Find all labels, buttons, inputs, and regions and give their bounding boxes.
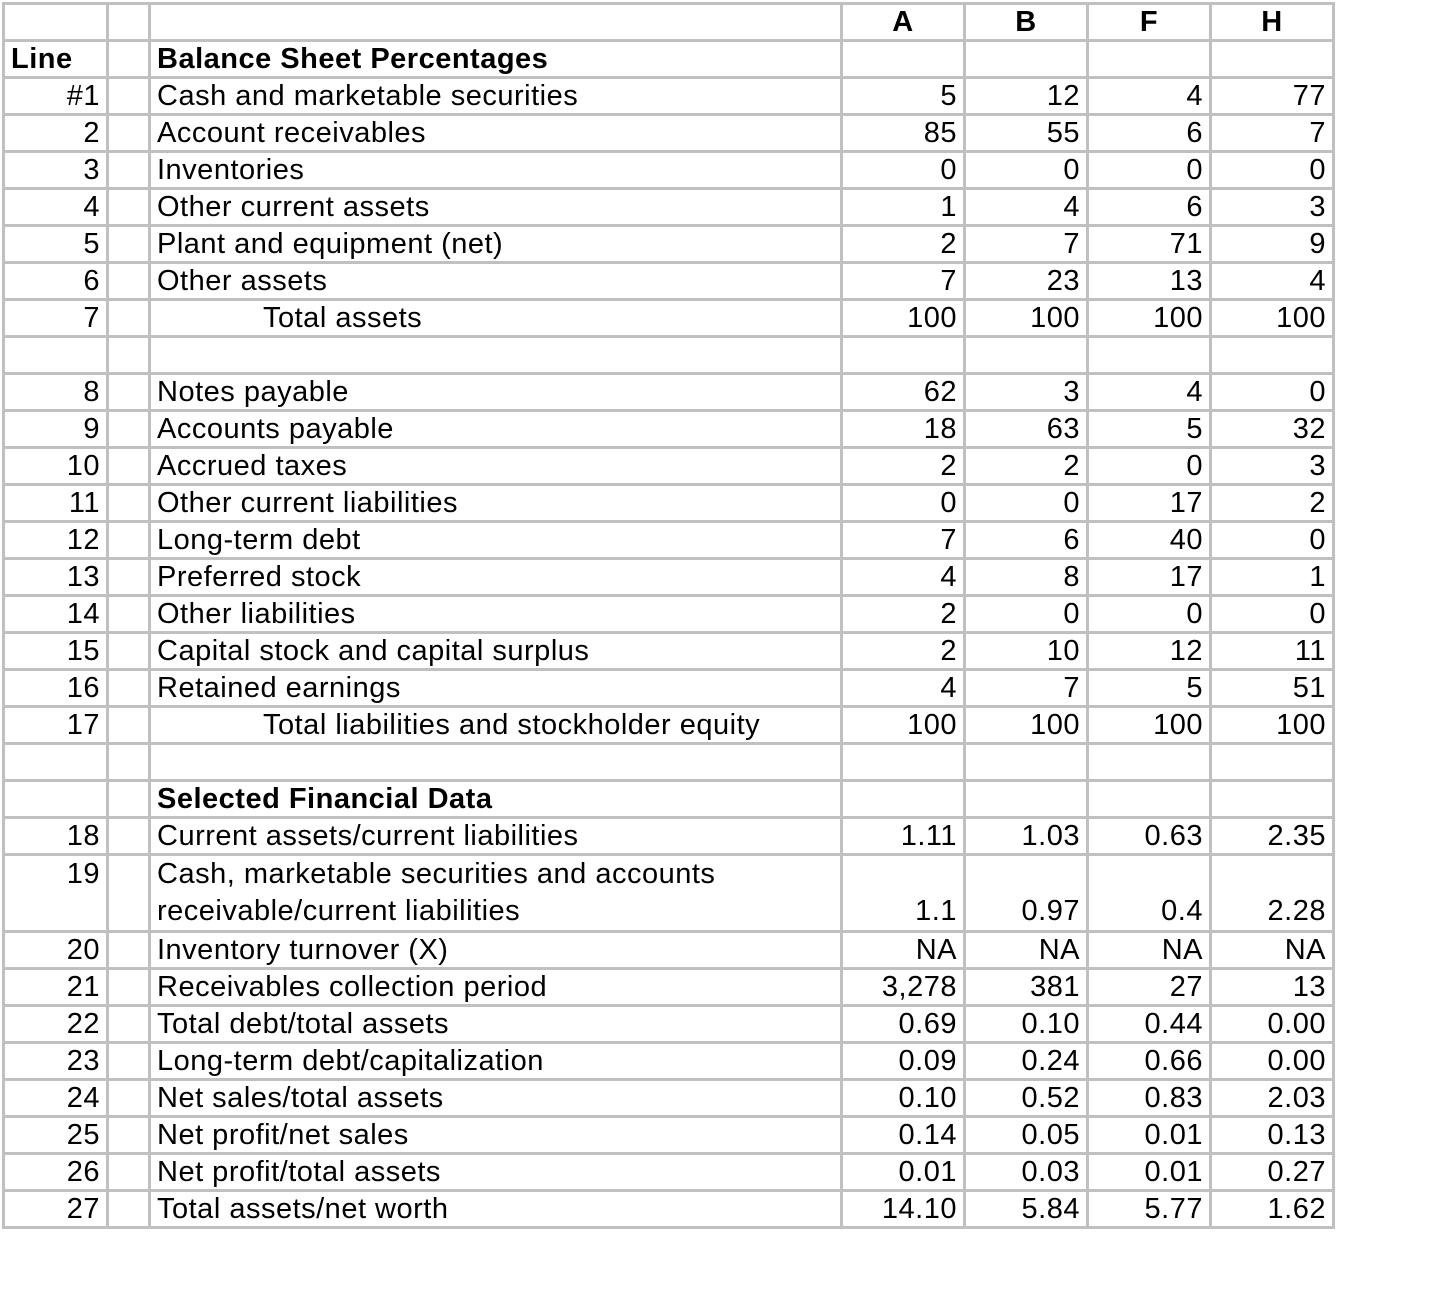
row-label-cell[interactable]: Total debt/total assets <box>150 1006 842 1043</box>
value-cell-b[interactable]: 7 <box>965 226 1088 263</box>
value-cell-b[interactable]: 5.84 <box>965 1191 1088 1228</box>
value-cell-a[interactable]: 2 <box>842 633 965 670</box>
value-cell-h[interactable]: 32 <box>1211 411 1334 448</box>
empty-cell[interactable] <box>108 485 150 522</box>
value-cell-h[interactable]: 2.28 <box>1211 855 1334 932</box>
value-cell-f[interactable]: 0.01 <box>1088 1117 1211 1154</box>
table-row <box>4 448 1334 485</box>
table-row <box>4 969 1334 1006</box>
row-label-cell[interactable]: Total assets/net worth <box>150 1191 842 1228</box>
value-cell-b[interactable]: 7 <box>965 670 1088 707</box>
empty-cell[interactable] <box>1088 337 1211 374</box>
value-cell-b[interactable]: 0 <box>965 485 1088 522</box>
value-cell-a[interactable]: 100 <box>842 707 965 744</box>
section-title-row <box>4 41 1334 78</box>
empty-cell[interactable] <box>1088 744 1211 781</box>
value-cell-b[interactable]: 100 <box>965 300 1088 337</box>
value-cell-f[interactable]: 17 <box>1088 559 1211 596</box>
value-cell-a[interactable]: 0.09 <box>842 1043 965 1080</box>
table-row <box>4 115 1334 152</box>
value-cell-a[interactable]: 7 <box>842 263 965 300</box>
value-cell-h[interactable]: 0 <box>1211 374 1334 411</box>
row-label-cell[interactable]: Net profit/total assets <box>150 1154 842 1191</box>
empty-cell[interactable] <box>108 337 150 374</box>
value-cell-f[interactable]: 6 <box>1088 115 1211 152</box>
value-cell-a[interactable]: 3,278 <box>842 969 965 1006</box>
value-cell-a[interactable]: 85 <box>842 115 965 152</box>
empty-cell[interactable] <box>108 932 150 969</box>
empty-cell[interactable] <box>108 670 150 707</box>
line-number-cell[interactable]: 11 <box>4 485 108 522</box>
row-label-cell[interactable]: Inventory turnover (X) <box>150 932 842 969</box>
value-cell-b[interactable]: 0.52 <box>965 1080 1088 1117</box>
line-number-cell[interactable]: 18 <box>4 818 108 855</box>
row-label-cell[interactable]: Net sales/total assets <box>150 1080 842 1117</box>
row-label-cell[interactable]: Preferred stock <box>150 559 842 596</box>
value-cell-a[interactable]: 0.14 <box>842 1117 965 1154</box>
empty-cell[interactable] <box>150 337 842 374</box>
value-cell-h[interactable]: 100 <box>1211 707 1334 744</box>
line-number-cell[interactable]: 2 <box>4 115 108 152</box>
table-row <box>4 932 1334 969</box>
value-cell-b[interactable]: 4 <box>965 189 1088 226</box>
header-cell[interactable] <box>108 4 150 41</box>
value-cell-b[interactable]: 6 <box>965 522 1088 559</box>
value-cell-a[interactable]: NA <box>842 932 965 969</box>
value-cell-f[interactable]: 12 <box>1088 633 1211 670</box>
row-label-cell[interactable]: Cash and marketable securities <box>150 78 842 115</box>
table-row <box>4 1080 1334 1117</box>
value-cell-h[interactable]: NA <box>1211 932 1334 969</box>
value-cell-f[interactable]: 0.66 <box>1088 1043 1211 1080</box>
value-cell-a[interactable]: 18 <box>842 411 965 448</box>
value-cell-f[interactable]: 0 <box>1088 152 1211 189</box>
line-number-cell[interactable]: 27 <box>4 1191 108 1228</box>
empty-cell[interactable] <box>108 522 150 559</box>
value-cell-a[interactable]: 5 <box>842 78 965 115</box>
row-label-cell[interactable]: Other current liabilities <box>150 485 842 522</box>
empty-cell[interactable] <box>965 41 1088 78</box>
line-number-cell[interactable]: 3 <box>4 152 108 189</box>
empty-cell[interactable] <box>1211 41 1334 78</box>
empty-cell[interactable] <box>842 781 965 818</box>
value-cell-b[interactable]: 12 <box>965 78 1088 115</box>
value-cell-h[interactable]: 51 <box>1211 670 1334 707</box>
value-cell-h[interactable]: 7 <box>1211 115 1334 152</box>
line-number-cell[interactable]: 16 <box>4 670 108 707</box>
line-number-cell[interactable]: 14 <box>4 596 108 633</box>
row-label-cell[interactable]: Plant and equipment (net) <box>150 226 842 263</box>
empty-cell[interactable] <box>965 337 1088 374</box>
table-row <box>4 1154 1334 1191</box>
line-number-cell[interactable]: 21 <box>4 969 108 1006</box>
row-label-cell[interactable]: Net profit/net sales <box>150 1117 842 1154</box>
value-cell-h[interactable]: 2.35 <box>1211 818 1334 855</box>
value-cell-f[interactable]: 17 <box>1088 485 1211 522</box>
financial-data-title[interactable]: Selected Financial Data <box>150 781 842 818</box>
table-row <box>4 818 1334 855</box>
row-label-cell[interactable]: Long-term debt <box>150 522 842 559</box>
value-cell-a[interactable]: 2 <box>842 226 965 263</box>
line-number-cell[interactable]: 4 <box>4 189 108 226</box>
table-row <box>4 1191 1334 1228</box>
row-label-cell[interactable]: Total liabilities and stockholder equity <box>150 707 842 744</box>
line-number-cell[interactable]: 7 <box>4 300 108 337</box>
line-number-cell[interactable]: 12 <box>4 522 108 559</box>
value-cell-h[interactable]: 0 <box>1211 596 1334 633</box>
line-number-cell[interactable]: 8 <box>4 374 108 411</box>
value-cell-h[interactable]: 9 <box>1211 226 1334 263</box>
line-number-cell[interactable]: 26 <box>4 1154 108 1191</box>
value-cell-f[interactable]: 5.77 <box>1088 1191 1211 1228</box>
blank-row <box>4 337 1334 374</box>
empty-cell[interactable] <box>4 781 108 818</box>
value-cell-b[interactable]: 63 <box>965 411 1088 448</box>
row-label-cell[interactable]: Inventories <box>150 152 842 189</box>
empty-cell[interactable] <box>108 263 150 300</box>
value-cell-b[interactable]: NA <box>965 932 1088 969</box>
value-cell-b[interactable]: 381 <box>965 969 1088 1006</box>
table-row <box>4 226 1334 263</box>
table-row <box>4 1043 1334 1080</box>
value-cell-a[interactable]: 14.10 <box>842 1191 965 1228</box>
value-cell-b[interactable]: 0.05 <box>965 1117 1088 1154</box>
row-label-cell[interactable]: Accrued taxes <box>150 448 842 485</box>
empty-cell[interactable] <box>108 781 150 818</box>
value-cell-f[interactable]: 0.01 <box>1088 1154 1211 1191</box>
empty-cell[interactable] <box>108 1080 150 1117</box>
value-cell-h[interactable]: 4 <box>1211 263 1334 300</box>
line-number-cell[interactable]: 23 <box>4 1043 108 1080</box>
empty-cell[interactable] <box>108 411 150 448</box>
value-cell-b[interactable]: 0.03 <box>965 1154 1088 1191</box>
value-cell-h[interactable]: 0 <box>1211 152 1334 189</box>
empty-cell[interactable] <box>108 374 150 411</box>
line-number-cell[interactable]: 6 <box>4 263 108 300</box>
empty-cell[interactable] <box>150 744 842 781</box>
value-cell-b[interactable]: 10 <box>965 633 1088 670</box>
value-cell-a[interactable]: 62 <box>842 374 965 411</box>
value-cell-h[interactable]: 0.13 <box>1211 1117 1334 1154</box>
column-header-b[interactable]: B <box>965 4 1088 41</box>
value-cell-a[interactable]: 4 <box>842 559 965 596</box>
table-row <box>4 707 1334 744</box>
value-cell-f[interactable]: 100 <box>1088 300 1211 337</box>
empty-cell[interactable] <box>965 744 1088 781</box>
table-row <box>4 522 1334 559</box>
line-header[interactable]: Line <box>4 41 108 78</box>
section-title-row <box>4 781 1334 818</box>
value-cell-h[interactable]: 100 <box>1211 300 1334 337</box>
row-label-cell[interactable]: Other current assets <box>150 189 842 226</box>
empty-cell[interactable] <box>108 596 150 633</box>
empty-cell[interactable] <box>108 152 150 189</box>
value-cell-a[interactable]: 1.11 <box>842 818 965 855</box>
value-cell-b[interactable]: 2 <box>965 448 1088 485</box>
value-cell-f[interactable]: 0.44 <box>1088 1006 1211 1043</box>
empty-cell[interactable] <box>108 78 150 115</box>
header-cell[interactable] <box>4 4 108 41</box>
empty-cell[interactable] <box>1088 41 1211 78</box>
line-number-cell[interactable]: 10 <box>4 448 108 485</box>
row-label-cell[interactable]: Cash, marketable securities and accounts receivable/current liabilities <box>150 855 842 932</box>
line-number-cell[interactable]: 19 <box>4 855 108 932</box>
table-row <box>4 633 1334 670</box>
table-row <box>4 596 1334 633</box>
value-cell-a[interactable]: 4 <box>842 670 965 707</box>
empty-cell[interactable] <box>842 337 965 374</box>
empty-cell[interactable] <box>108 1191 150 1228</box>
empty-cell[interactable] <box>108 969 150 1006</box>
value-cell-a[interactable]: 7 <box>842 522 965 559</box>
empty-cell[interactable] <box>1211 744 1334 781</box>
column-header-h[interactable]: H <box>1211 4 1334 41</box>
value-cell-a[interactable]: 0.01 <box>842 1154 965 1191</box>
value-cell-f[interactable]: 27 <box>1088 969 1211 1006</box>
line-number-cell[interactable]: 5 <box>4 226 108 263</box>
value-cell-h[interactable]: 3 <box>1211 189 1334 226</box>
row-label-cell[interactable]: Notes payable <box>150 374 842 411</box>
value-cell-f[interactable]: 40 <box>1088 522 1211 559</box>
blank-row <box>4 744 1334 781</box>
value-cell-h[interactable]: 0.27 <box>1211 1154 1334 1191</box>
value-cell-h[interactable]: 13 <box>1211 969 1334 1006</box>
row-label-cell[interactable]: Capital stock and capital surplus <box>150 633 842 670</box>
row-label-cell[interactable]: Retained earnings <box>150 670 842 707</box>
value-cell-a[interactable]: 2 <box>842 448 965 485</box>
value-cell-f[interactable]: 0.63 <box>1088 818 1211 855</box>
table-row <box>4 485 1334 522</box>
value-cell-a[interactable]: 0 <box>842 152 965 189</box>
empty-cell[interactable] <box>108 559 150 596</box>
line-number-cell[interactable]: 22 <box>4 1006 108 1043</box>
value-cell-a[interactable]: 0.10 <box>842 1080 965 1117</box>
value-cell-f[interactable]: 0 <box>1088 448 1211 485</box>
row-label-cell[interactable]: Receivables collection period <box>150 969 842 1006</box>
table-row <box>4 1117 1334 1154</box>
empty-cell[interactable] <box>1211 337 1334 374</box>
value-cell-f[interactable]: 4 <box>1088 374 1211 411</box>
value-cell-b[interactable]: 1.03 <box>965 818 1088 855</box>
value-cell-a[interactable]: 2 <box>842 596 965 633</box>
table-row <box>4 189 1334 226</box>
empty-cell[interactable] <box>108 744 150 781</box>
empty-cell[interactable] <box>1211 781 1334 818</box>
value-cell-b[interactable]: 0.24 <box>965 1043 1088 1080</box>
table-row <box>4 855 1334 932</box>
value-cell-h[interactable]: 77 <box>1211 78 1334 115</box>
table-row <box>4 559 1334 596</box>
value-cell-h[interactable]: 1 <box>1211 559 1334 596</box>
table-row <box>4 263 1334 300</box>
empty-cell[interactable] <box>4 744 108 781</box>
row-label-cell[interactable]: Total assets <box>150 300 842 337</box>
table-row <box>4 411 1334 448</box>
value-cell-b[interactable]: 0.97 <box>965 855 1088 932</box>
value-cell-f[interactable]: 0.4 <box>1088 855 1211 932</box>
value-cell-f[interactable]: 4 <box>1088 78 1211 115</box>
value-cell-f[interactable]: 71 <box>1088 226 1211 263</box>
empty-cell[interactable] <box>108 1154 150 1191</box>
value-cell-f[interactable]: 100 <box>1088 707 1211 744</box>
value-cell-b[interactable]: 0 <box>965 596 1088 633</box>
line-number-cell[interactable]: 15 <box>4 633 108 670</box>
value-cell-h[interactable]: 0.00 <box>1211 1006 1334 1043</box>
empty-cell[interactable] <box>108 633 150 670</box>
value-cell-b[interactable]: 8 <box>965 559 1088 596</box>
value-cell-h[interactable]: 0.00 <box>1211 1043 1334 1080</box>
table-row <box>4 78 1334 115</box>
line-number-cell[interactable]: 24 <box>4 1080 108 1117</box>
column-header-a[interactable]: A <box>842 4 965 41</box>
value-cell-f[interactable]: 5 <box>1088 670 1211 707</box>
empty-cell[interactable] <box>108 226 150 263</box>
row-label-cell[interactable]: Account receivables <box>150 115 842 152</box>
empty-cell[interactable] <box>108 707 150 744</box>
line-number-cell[interactable]: 17 <box>4 707 108 744</box>
line-number-cell[interactable]: #1 <box>4 78 108 115</box>
spreadsheet-table <box>2 2 1335 1229</box>
empty-cell[interactable] <box>108 300 150 337</box>
value-cell-a[interactable]: 0.69 <box>842 1006 965 1043</box>
value-cell-f[interactable]: 5 <box>1088 411 1211 448</box>
column-header-f[interactable]: F <box>1088 4 1211 41</box>
value-cell-a[interactable]: 100 <box>842 300 965 337</box>
empty-cell[interactable] <box>965 781 1088 818</box>
value-cell-h[interactable]: 3 <box>1211 448 1334 485</box>
table-row <box>4 1006 1334 1043</box>
value-cell-f[interactable]: NA <box>1088 932 1211 969</box>
value-cell-f[interactable]: 6 <box>1088 189 1211 226</box>
empty-cell[interactable] <box>108 115 150 152</box>
table-row <box>4 670 1334 707</box>
row-label-cell[interactable]: Long-term debt/capitalization <box>150 1043 842 1080</box>
empty-cell[interactable] <box>4 337 108 374</box>
value-cell-h[interactable]: 1.62 <box>1211 1191 1334 1228</box>
value-cell-b[interactable]: 0 <box>965 152 1088 189</box>
value-cell-b[interactable]: 100 <box>965 707 1088 744</box>
value-cell-a[interactable]: 1.1 <box>842 855 965 932</box>
value-cell-b[interactable]: 55 <box>965 115 1088 152</box>
row-label-cell[interactable]: Accounts payable <box>150 411 842 448</box>
value-cell-b[interactable]: 23 <box>965 263 1088 300</box>
value-cell-h[interactable]: 11 <box>1211 633 1334 670</box>
value-cell-a[interactable]: 0 <box>842 485 965 522</box>
value-cell-f[interactable]: 0.83 <box>1088 1080 1211 1117</box>
empty-cell[interactable] <box>108 1043 150 1080</box>
empty-cell[interactable] <box>842 41 965 78</box>
empty-cell[interactable] <box>108 1117 150 1154</box>
row-label-cell[interactable]: Other liabilities <box>150 596 842 633</box>
line-number-cell[interactable]: 9 <box>4 411 108 448</box>
line-number-cell[interactable]: 25 <box>4 1117 108 1154</box>
balance-sheet-title[interactable]: Balance Sheet Percentages <box>150 41 842 78</box>
empty-cell[interactable] <box>108 41 150 78</box>
value-cell-h[interactable]: 2.03 <box>1211 1080 1334 1117</box>
value-cell-h[interactable]: 2 <box>1211 485 1334 522</box>
header-cell[interactable] <box>150 4 842 41</box>
table-row <box>4 374 1334 411</box>
column-header-row <box>4 4 1334 41</box>
value-cell-f[interactable]: 0 <box>1088 596 1211 633</box>
line-number-cell[interactable]: 20 <box>4 932 108 969</box>
value-cell-h[interactable]: 0 <box>1211 522 1334 559</box>
empty-cell[interactable] <box>108 818 150 855</box>
row-label-cell[interactable]: Other assets <box>150 263 842 300</box>
empty-cell[interactable] <box>842 744 965 781</box>
empty-cell[interactable] <box>108 1006 150 1043</box>
row-label-cell[interactable]: Current assets/current liabilities <box>150 818 842 855</box>
empty-cell[interactable] <box>108 448 150 485</box>
value-cell-b[interactable]: 0.10 <box>965 1006 1088 1043</box>
value-cell-f[interactable]: 13 <box>1088 263 1211 300</box>
empty-cell[interactable] <box>1088 781 1211 818</box>
value-cell-a[interactable]: 1 <box>842 189 965 226</box>
value-cell-b[interactable]: 3 <box>965 374 1088 411</box>
line-number-cell[interactable]: 13 <box>4 559 108 596</box>
empty-cell[interactable] <box>108 855 150 932</box>
table-row <box>4 300 1334 337</box>
table-row <box>4 152 1334 189</box>
empty-cell[interactable] <box>108 189 150 226</box>
